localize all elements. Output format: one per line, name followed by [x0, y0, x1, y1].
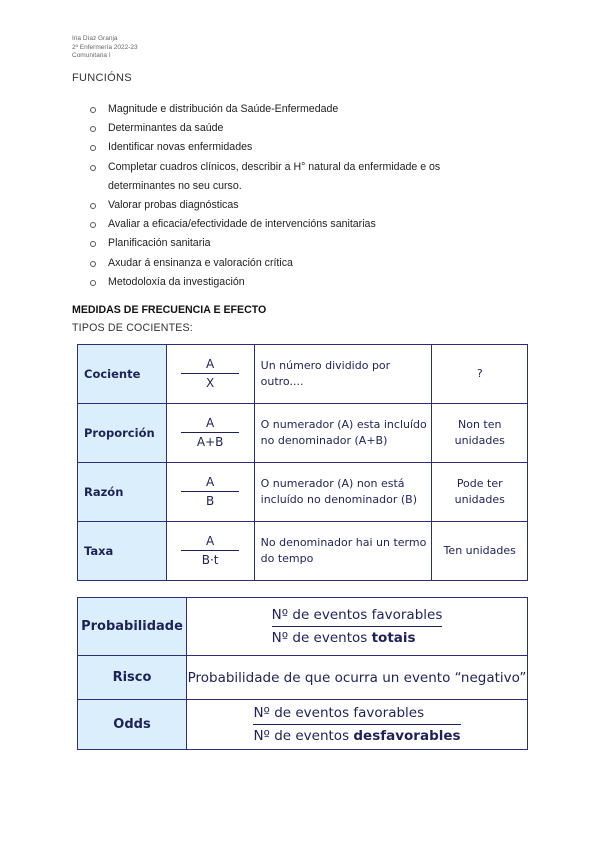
- bullet-circle-icon: [90, 165, 96, 171]
- row-units: Ten unidades: [432, 522, 528, 581]
- table-row: [78, 522, 528, 581]
- denominator: X: [181, 373, 239, 390]
- denominator: A+B: [181, 432, 239, 449]
- table-row: [78, 345, 528, 404]
- fraction-cell: [166, 522, 254, 581]
- denominator: B·t: [181, 550, 239, 567]
- table-row: [78, 700, 528, 750]
- bullet-circle-icon: [90, 241, 96, 247]
- row-description: O numerador (A) non está incluído no denominador (B): [254, 463, 432, 522]
- fraction-cell: [166, 404, 254, 463]
- denominator: Nº de eventos desfavorables: [253, 724, 460, 744]
- bullet-circle-icon: [90, 126, 96, 132]
- bullet-circle-icon: [90, 203, 96, 209]
- row-units: Non ten unidades: [432, 404, 528, 463]
- table-row: [78, 404, 528, 463]
- fraction: [253, 705, 460, 744]
- list-item: Magnitude e distribución da Saúde-Enfermedade: [90, 100, 490, 119]
- risk-label: Risco: [78, 656, 187, 700]
- row-description: Un número dividido por outro....: [254, 345, 432, 404]
- fraction: [181, 475, 239, 508]
- row-name: Proporción: [78, 404, 167, 463]
- probability-table: [77, 597, 528, 750]
- ratio-types-table: [77, 344, 528, 581]
- fraction: [272, 607, 443, 646]
- bullet-circle-icon: [90, 261, 96, 267]
- probability-formula: [187, 598, 528, 656]
- risk-definition: Probabilidade de que ocurra un evento “negativo”: [187, 656, 528, 700]
- bullet-circle-icon: [90, 280, 96, 286]
- numerator: Nº de eventos favorables: [253, 705, 425, 721]
- numerator: A: [206, 416, 215, 430]
- list-item: Valorar probas diagnósticas: [90, 196, 490, 215]
- document-header: [72, 35, 138, 61]
- section-subheading: TIPOS DE COCIENTES:: [72, 322, 193, 334]
- row-name: Razón: [78, 463, 167, 522]
- fraction-cell: [166, 463, 254, 522]
- row-description: No denominador hai un termo do tempo: [254, 522, 432, 581]
- list-item-continuation: determinantes no seu curso.: [108, 179, 242, 192]
- row-name: Taxa: [78, 522, 167, 581]
- numerator: A: [206, 534, 215, 548]
- course-label: 2º Enfermería 2022-23: [72, 43, 138, 51]
- fraction-cell: [166, 345, 254, 404]
- functions-list: [90, 100, 490, 292]
- odds-label: Odds: [78, 700, 187, 750]
- row-units: Pode ter unidades: [432, 463, 528, 522]
- row-description: O numerador (A) esta incluído no denominador (A+B): [254, 404, 432, 463]
- list-item: Avaliar a eficacia/efectividade de intervencións sanitarias: [90, 215, 490, 234]
- fraction: [181, 416, 239, 449]
- odds-formula: [187, 700, 528, 750]
- row-units: ?: [432, 345, 528, 404]
- functions-heading: FUNCIÓNS: [72, 72, 132, 84]
- numerator: A: [206, 357, 215, 371]
- list-item: Completar cuadros clínicos, describir a H° natural da enfermidade e os: [90, 158, 490, 177]
- fraction: [181, 357, 239, 390]
- table-row: [78, 463, 528, 522]
- denominator: B: [181, 491, 239, 508]
- probability-label: Probabilidade: [78, 598, 187, 656]
- fraction: [181, 534, 239, 567]
- denominator: Nº de eventos totais: [272, 626, 443, 646]
- author-name: Iria Díaz Granja: [72, 35, 118, 42]
- bullet-circle-icon: [90, 222, 96, 228]
- list-item: Determinantes da saúde: [90, 119, 490, 138]
- bullet-circle-icon: [90, 107, 96, 113]
- numerator: Nº de eventos favorables: [271, 607, 443, 623]
- row-name: Cociente: [78, 345, 167, 404]
- subject-label: Comunitaria I: [72, 52, 111, 60]
- list-item: Identificar novas enfermidades: [90, 138, 490, 157]
- section-heading: MEDIDAS DE FRECUENCIA E EFECTO: [72, 304, 267, 316]
- table-row: [78, 598, 528, 656]
- numerator: A: [206, 475, 215, 489]
- list-item: Planificación sanitaria: [90, 234, 490, 253]
- bullet-circle-icon: [90, 145, 96, 151]
- list-item: Metodoloxía da investigación: [90, 273, 490, 292]
- list-item: Axudar á ensinanza e valoración crítica: [90, 254, 490, 273]
- table-row: [78, 656, 528, 700]
